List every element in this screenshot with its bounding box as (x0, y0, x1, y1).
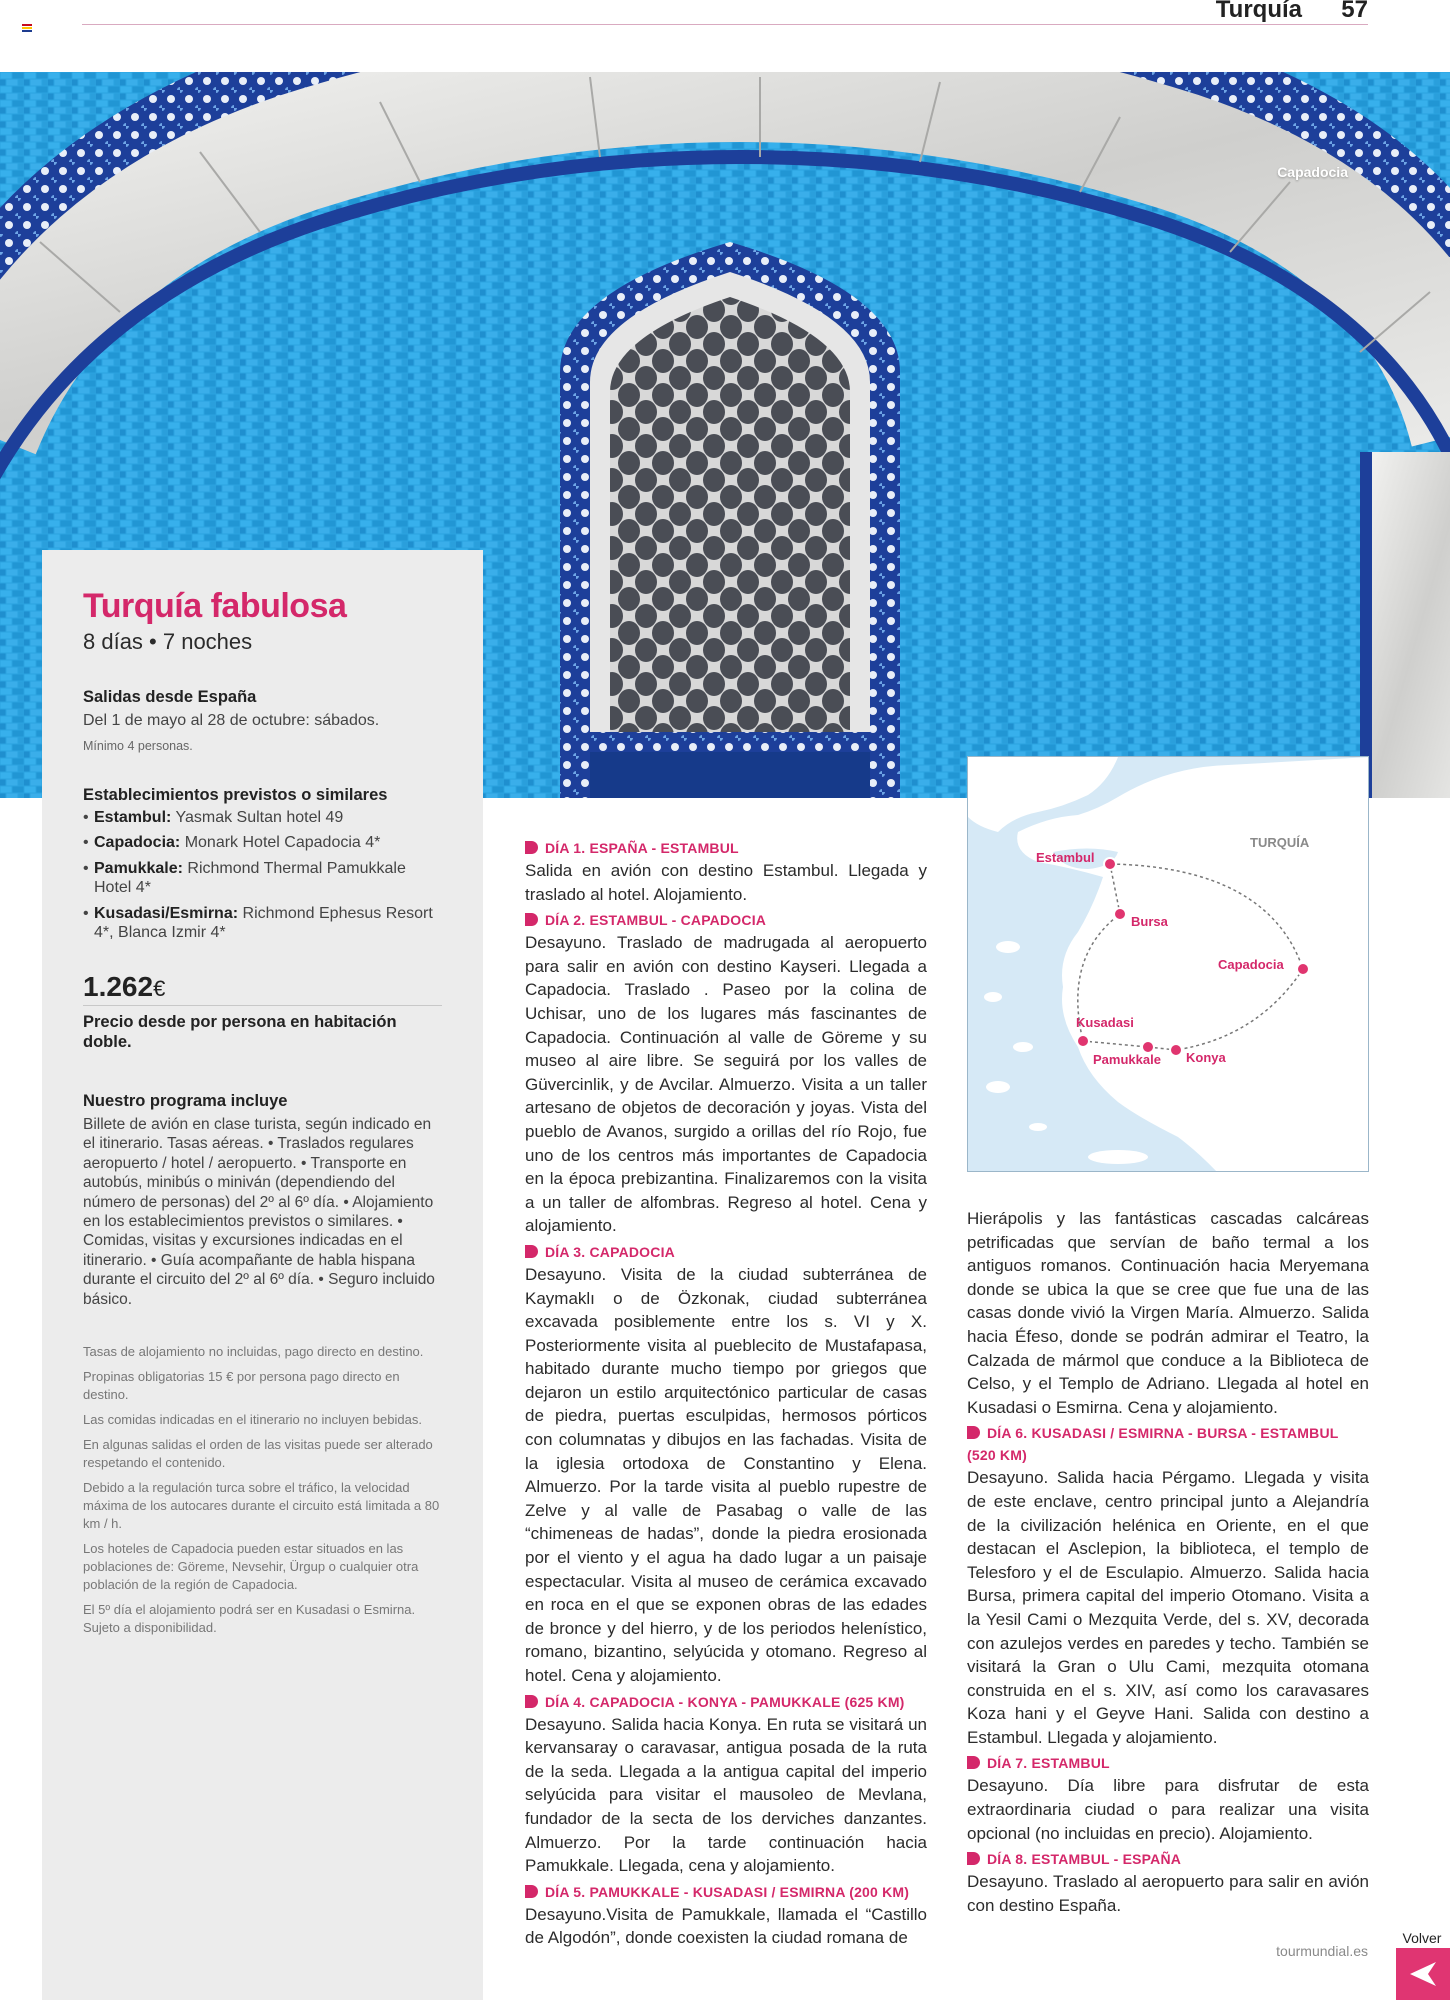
bullet-icon (525, 841, 538, 854)
day-heading-text: DÍA 3. CAPADOCIA (545, 1243, 675, 1260)
day-heading (525, 837, 927, 859)
city-label: Bursa (1131, 914, 1168, 929)
day-heading-text: DÍA 2. ESTAMBUL - CAPADOCIA (545, 912, 767, 929)
list-item (83, 833, 443, 853)
day-heading (967, 1422, 1369, 1466)
day-text: Desayuno.Visita de Pamukkale, llamada el “Castillo de Algodón”, donde coexisten la ciudad romana de (525, 1904, 927, 1948)
program-text: Billete de avión en clase turista, según indicado en el itinerario. Tasas aéreas. • Traslados regulares aeropuerto / hotel / aeropuerto. • Transporte en autobús, minibús o miniván (dependiendo del número de personas) del 2º al 6º día. • Alojamiento en los establecimientos previstos o similares. • Comidas, visitas y excursiones indicadas en el itinerario. • Guía acompañante de habla hispana durante el circuito del 2º al 6º día. • Seguro incluido básico. (83, 1115, 435, 1308)
departures-text: Del 1 de mayo al 28 de octubre: sábados. (83, 712, 380, 730)
day-text: Salida en avión con destino Estambul. Llegada y traslado al hotel. Alojamiento. (525, 861, 927, 904)
program-heading: Nuestro programa incluye (83, 1091, 288, 1110)
note-text: Los hoteles de Capadocia pueden estar situados en las poblaciones de: Göreme, Nevsehir, Ürgup o cualquier otra población de la región de Capadocia. (83, 1540, 419, 1592)
city-label: Kusadasi (1076, 1015, 1134, 1030)
day-heading (525, 1691, 927, 1713)
note-text: En algunas salidas el orden de las visitas puede ser alterado respetando el contenido. (83, 1436, 433, 1470)
spain-flag-icon (22, 24, 32, 32)
page-number: 57 (1341, 0, 1368, 23)
day-heading-text: DÍA 6. KUSADASI / ESMIRNA - BURSA - ESTAMBUL (520 KM) (967, 1425, 1339, 1464)
departures-section (83, 688, 443, 753)
arrow-left-icon (1408, 1959, 1438, 1989)
day-text: Hierápolis y las fantásticas cascadas calcáreas petrificadas que servían de baño termal a los antiguos romanos. Continuación hacia Meryemana donde se ubica la que se cree que fue una de las casas donde vivió la Virgen María. Almuerzo. Salida hacia Éfeso, donde se podrán admirar el Teatro, la Calzada de mármol que conduce a la Biblioteca de Celso, y el Templo de Adriano. Llegada al hotel en Kusadasi o Esmirna. Cena y alojamiento. (967, 1209, 1369, 1417)
day-text: Desayuno. Traslado al aeropuerto para salir en avión con destino España. (967, 1872, 1369, 1915)
day-text: Desayuno. Salida hacia Konya. En ruta se visitará un kervansaray o caravasar, antigua posada de la ruta de la seda. Llegada a la antigua capital del imperio selyúcida para visitar el mausoleo de Mevlana, fundador de la secta de los derviches danzantes. Almuerzo. Por la tarde continuación hacia Pamukkale. Llegada, cena y alojamiento. (525, 1714, 927, 1876)
city-marker-estambul (1104, 858, 1116, 870)
day-text: Desayuno. Visita de la ciudad subterránea de Kaymaklı o de Özkonak, ciudad subterránea excavada posiblemente entre los s. VI y X. Posteriormente visita al pueblecito de Mustafapasa, habitado durante mucho tiempo por griegos que dejaron un estilo arquitectónico particular de casas de piedra, puertas esculpidas, hermosos pórticos con columnatas y dibujos en las fachadas. Visita de la iglesia ortodoxa de Constantino y Elena. Almuerzo. Por la tarde visita al pueblo rupestre de Zelve y al valle de Pasabag o valle de las “chimeneas de hadas”, donde la piedra erosionada por el viento y el agua ha dado lugar a un paisaje espectacular. Visita al museo de cerámica excavado en roca en el que se exponen obras de las edades de bronce y del hierro, y de los periodos helenístico, romano, bizantino, selyúcida y otomano. Regreso al hotel. Cena y alojamiento. (525, 1264, 927, 1685)
trip-info-panel (42, 550, 483, 2000)
day-text: Desayuno. Día libre para disfrutar de esta extraordinaria ciudad o para realizar una visita opcional (no incluidas en precio). Alojamiento. (967, 1776, 1369, 1843)
note-text: Las comidas indicadas en el itinerario no incluyen bebidas. (83, 1411, 422, 1427)
price-value (83, 971, 442, 1006)
hotel-name: Richmond Thermal Pamukkale Hotel 4* (94, 859, 406, 897)
hotel-city: Estambul: (94, 808, 172, 826)
section-title: Turquía (1215, 0, 1302, 23)
bullet-icon (525, 1695, 538, 1708)
bullet-icon (525, 1245, 538, 1258)
trip-duration: 8 días • 7 noches (83, 629, 253, 655)
day-heading-text: DÍA 7. ESTAMBUL (987, 1755, 1110, 1772)
volver-button[interactable] (1396, 1948, 1450, 2000)
day-heading (525, 1241, 927, 1263)
day-heading-text: DÍA 8. ESTAMBUL - ESPAÑA (987, 1851, 1182, 1868)
day-heading-text: DÍA 1. ESPAÑA - ESTAMBUL (545, 840, 739, 856)
city-label: Pamukkale (1093, 1052, 1161, 1067)
hotels-heading: Establecimientos previstos o similares (83, 785, 388, 804)
route-map (967, 756, 1369, 1172)
header-rule (82, 24, 1368, 25)
day-heading (525, 1881, 927, 1903)
day-text: Desayuno. Salida hacia Pérgamo. Llegada y visita de este enclave, centro principal junto a Alejandría de la civilización helénica en Oriente, en el que destacan el Asclepion, la biblioteca, el templo de Telesforo y el de Esculapio. Almuerzo. Salida hacia Bursa, primera capital del imperio Otomano. Visita a la Yesil Cami o Mezquita Verde, del s. XV, decorada con azulejos verdes en paredes y techo. También se visitará la Gran o Ulu Cami, mezquita otomana construida en el s. XIV, así como los caravasares Koza hani y el Geyve Hani. Salida con destino a Estambul. Llegada y alojamiento. (967, 1468, 1369, 1747)
day-heading (525, 909, 927, 931)
city-marker-bursa (1114, 908, 1126, 920)
city-marker-capadocia (1297, 963, 1309, 975)
hotels-section (83, 786, 443, 943)
notes-section (83, 1343, 443, 1637)
city-marker-kusadasi (1077, 1035, 1089, 1047)
itinerary-column-1 (525, 834, 927, 1950)
volver-label[interactable]: Volver (1402, 1930, 1442, 1946)
day-heading-text: DÍA 4. CAPADOCIA - KONYA - PAMUKKALE (625 KM) (545, 1693, 905, 1710)
photo-caption: Capadocia (1277, 164, 1348, 180)
day-text: Desayuno. Traslado de madrugada al aeropuerto para salir en avión con destino Kayseri. Llegada a Capadocia. Traslado . Paseo por la colina de Uchisar, uno de los lugares más fascinantes de Capadocia. Continuación al valle de Göreme y su museo al aire libre. Se seguirá por los valles de Güvercinlik, y de Avcilar. Almuerzo. Visita a un taller artesano de objetos de decoración y joyas. Vista del pueblo de Avanos, surgido a orillas del río Rojo, fue uno de los centros más importantes de Capadocia en la época prebizantina. Finalizaremos con la visita a un taller de alfombras. Regreso al hotel. Cena y alojamiento. (525, 933, 927, 1236)
hotel-city: Pamukkale: (94, 859, 183, 877)
hotel-name: Yasmak Sultan hotel 49 (175, 808, 344, 826)
day-heading (967, 1848, 1369, 1870)
hotel-city: Capadocia: (94, 834, 181, 852)
bullet-icon (967, 1756, 980, 1769)
hotel-name: Monark Hotel Capadocia 4* (184, 834, 381, 852)
price-note: Precio desde por persona en habitación doble. (83, 1012, 397, 1051)
list-item (83, 808, 443, 828)
bullet-icon (967, 1426, 980, 1439)
itinerary-column-2 (967, 1207, 1369, 1917)
city-label: Estambul (1036, 850, 1095, 865)
country-label: TURQUÍA (1250, 835, 1310, 850)
list-item (83, 904, 443, 943)
bullet-icon (525, 913, 538, 926)
price-amount: 1.262 (83, 970, 154, 1002)
city-label: Konya (1186, 1050, 1226, 1065)
city-marker-konya (1170, 1044, 1182, 1056)
day-heading-text: DÍA 5. PAMUKKALE - KUSADASI / ESMIRNA (200 KM) (545, 1883, 910, 1900)
note-text: Tasas de alojamiento no incluidas, pago directo en destino. (83, 1343, 424, 1359)
website-link[interactable]: tourmundial.es (1276, 1943, 1368, 1959)
list-item (83, 859, 443, 898)
city-label: Capadocia (1218, 957, 1284, 972)
price-section (83, 971, 443, 1052)
trip-title: Turquía fabulosa (83, 587, 347, 625)
hotel-city: Kusadasi/Esmirna: (94, 904, 239, 922)
note-text: Propinas obligatorias 15 € por persona pago directo en destino. (83, 1368, 400, 1402)
bullet-icon (525, 1885, 538, 1898)
currency-symbol: € (153, 975, 166, 1001)
departures-note: Mínimo 4 personas. (83, 738, 193, 753)
note-text: Debido a la regulación turca sobre el tráfico, la velocidad máxima de los autocares durante el circuito está limitada a 80 km / h. (83, 1479, 440, 1531)
note-text: El 5º día el alojamiento podrá ser en Kusadasi o Esmirna. Sujeto a disponibilidad. (83, 1601, 416, 1635)
departures-heading: Salidas desde España (83, 688, 257, 707)
hotel-name: Richmond Ephesus Resort 4*, Blanca Izmir 4* (94, 904, 433, 942)
bullet-icon (967, 1852, 980, 1865)
program-section (83, 1092, 443, 1309)
hotel-list (83, 808, 443, 943)
day-heading (967, 1752, 1369, 1774)
